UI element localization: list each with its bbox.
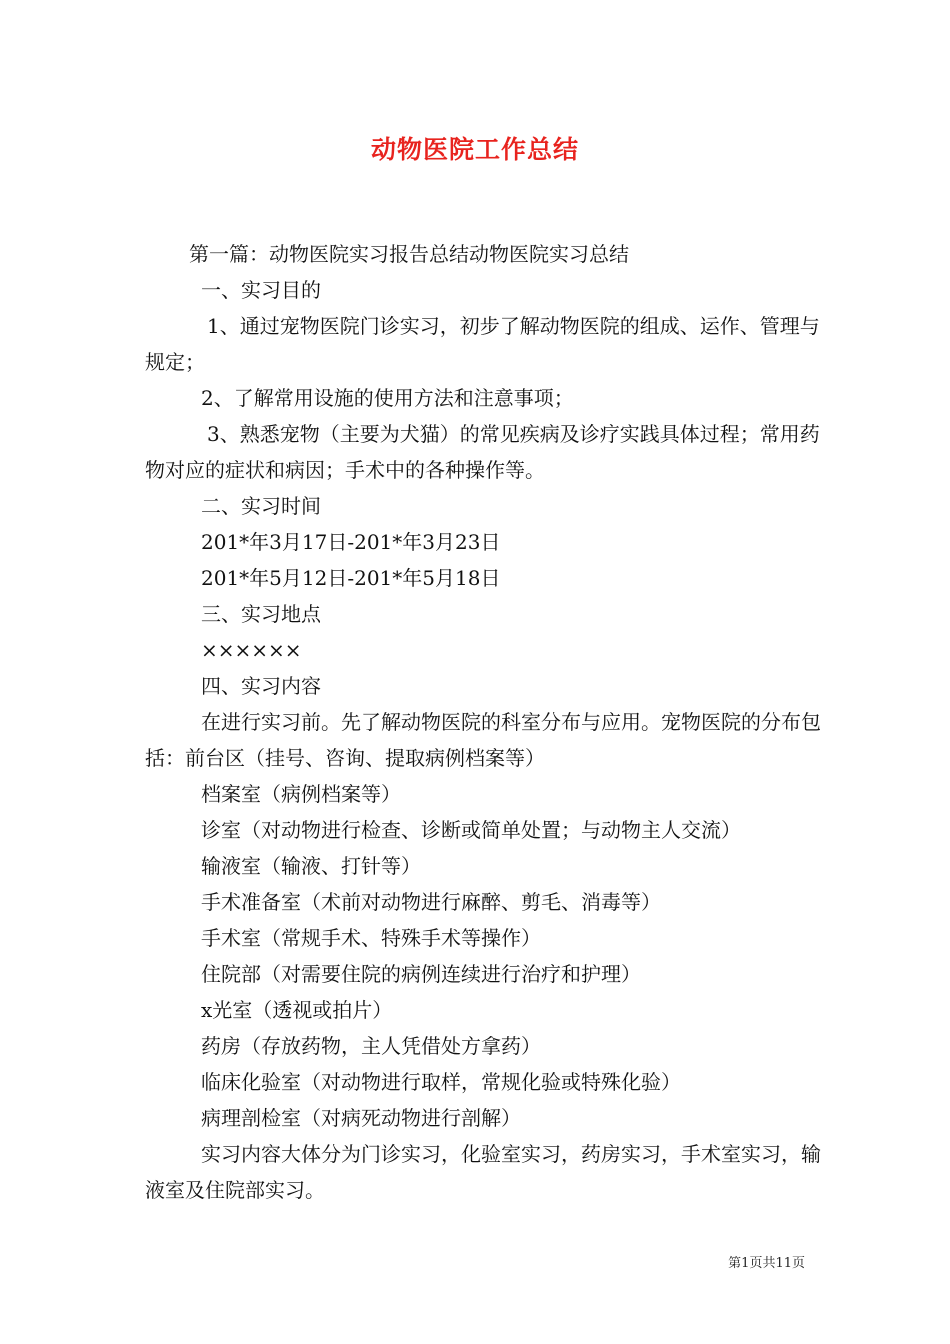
time-range-2: 201*年5月12日-201*年5月18日: [201, 566, 501, 590]
heading-time: 二、实习时间: [201, 494, 321, 518]
time-range-1: 201*年3月17日-201*年3月23日: [201, 530, 501, 554]
document-body: [145, 236, 825, 1208]
purpose-item-3: 3、熟悉宠物（主要为犬猫）的常见疾病及诊疗实践具体过程；常用药物对应的症状和病因；手术中的各种操作等。: [145, 422, 820, 482]
content-intro: 在进行实习前。先了解动物医院的科室分布与应用。宠物医院的分布包括：前台区（挂号、咨询、提取病例档案等）: [145, 710, 821, 770]
room-consulting: 诊室（对动物进行检查、诊断或简单处置；与动物主人交流）: [201, 818, 741, 842]
room-pathology: 病理剖检室（对病死动物进行剖解）: [201, 1106, 521, 1130]
location-value: ××××××: [201, 638, 302, 662]
purpose-item-2: 2、了解常用设施的使用方法和注意事项；: [201, 386, 574, 410]
page-title: 动物医院工作总结: [370, 135, 579, 164]
room-infusion: 输液室（输液、打针等）: [201, 854, 421, 878]
room-inpatient: 住院部（对需要住院的病例连续进行治疗和护理）: [201, 962, 641, 986]
room-lab: 临床化验室（对动物进行取样，常规化验或特殊化验）: [201, 1070, 681, 1094]
room-pharmacy: 药房（存放药物，主人凭借处方拿药）: [201, 1034, 541, 1058]
page-footer: 第1页共11页: [728, 1256, 805, 1271]
heading-content: 四、实习内容: [201, 674, 321, 698]
heading-location: 三、实习地点: [201, 602, 321, 626]
heading-purpose: 一、实习目的: [201, 278, 321, 302]
section-heading-part1: 第一篇：动物医院实习报告总结动物医院实习总结: [189, 242, 629, 266]
content-summary: 实习内容大体分为门诊实习，化验室实习，药房实习，手术室实习，输液室及住院部实习。: [145, 1142, 821, 1202]
room-surgery-prep: 手术准备室（术前对动物进行麻醉、剪毛、消毒等）: [201, 890, 661, 914]
room-xray: x光室（透视或拍片）: [201, 998, 393, 1022]
room-archive: 档案室（病例档案等）: [201, 782, 401, 806]
purpose-item-1: 1、通过宠物医院门诊实习，初步了解动物医院的组成、运作、管理与规定；: [145, 314, 820, 374]
room-surgery: 手术室（常规手术、特殊手术等操作）: [201, 926, 541, 950]
